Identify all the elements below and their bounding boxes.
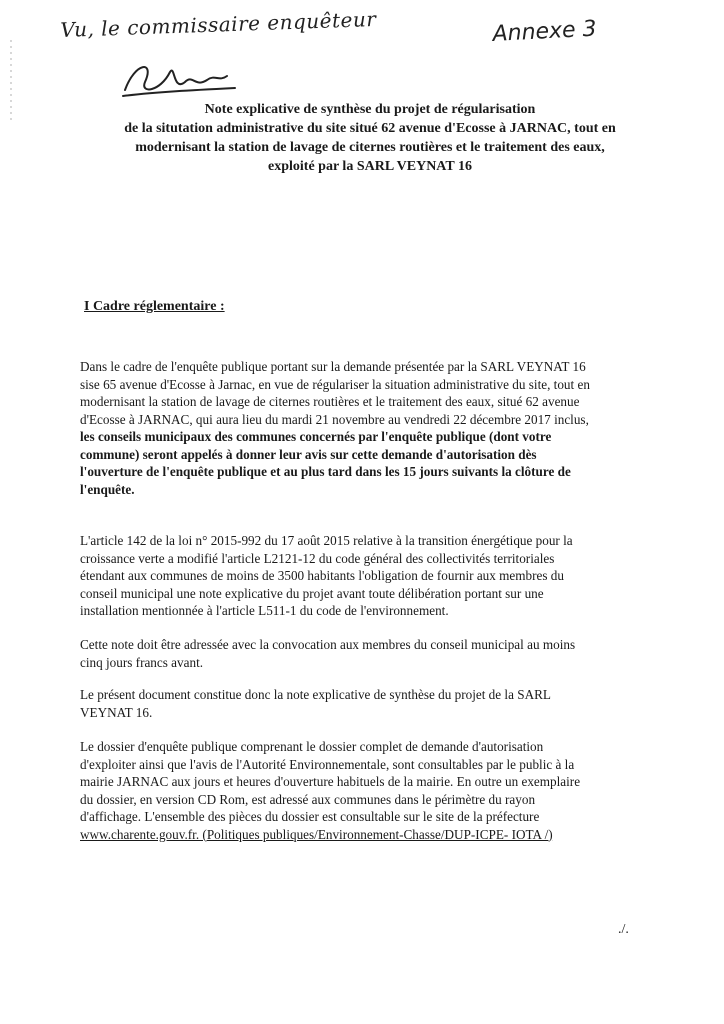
text-line: VEYNAT 16. [80,704,153,720]
text-line: modernisant la station de lavage de citernes routières et le traitement des eaux, situé 62 avenue [80,394,580,409]
signature-mark [115,52,245,102]
text-line: d'affichage. L'ensemble des pièces du dossier est consultable sur le site de la préfecture [80,809,540,824]
continuation-mark: ./. [618,922,629,937]
title-line: de la situtation administrative du site situé 62 avenue d'Ecosse à JARNAC, tout en [124,121,616,136]
text-line: croissance verte a modifié l'article L2121-12 du code général des collectivités territoriales [80,550,555,566]
document-title [80,100,660,176]
title-line: exploité par la SARL VEYNAT 16 [268,159,472,174]
text-line: étendant aux communes de moins de 3500 habitants l'obligation de fournir aux membres du [80,568,564,583]
title-line: modernisant la station de lavage de citernes routières et le traitement des eaux, [135,140,605,155]
text-line-bold: l'ouverture de l'enquête publique et au plus tard dans les 15 jours suivants la clôture de [80,464,571,479]
prefecture-link[interactable]: www.charente.gouv.fr. (Politiques publiques/Environnement-Chasse/DUP-ICPE- IOTA /) [80,826,553,842]
text-line: installation mentionnée à l'article L511-1 du code de l'environnement. [80,603,449,618]
text-line: Le dossier d'enquête publique comprenant le dossier complet de demande d'autorisation [80,739,544,754]
text-line: cinq jours francs avant. [80,654,204,670]
text-line: d'Ecosse à JARNAC, qui aura lieu du mardi 21 novembre au vendredi 22 décembre 2017 inclus, [80,411,589,427]
text-line-bold: commune) seront appelés à donner leur avis sur cette demande d'autorisation dès [80,446,537,462]
text-line: Le présent document constitue donc la note explicative de synthèse du projet de la SARL [80,687,551,702]
paragraph-dossier [80,738,648,843]
text-line-bold: l'enquête. [80,481,135,497]
paragraph-present-document [80,686,648,721]
paragraph-law [80,532,648,620]
annex-label: Annexe 3 [492,16,598,47]
text-line: sise 65 avenue d'Ecosse à Jarnac, en vue de régulariser la situation administrative du site, tout en [80,376,590,392]
paragraph-context [80,358,648,498]
handwritten-note: Vu, le commissaire enquêteur [60,6,377,42]
text-line: du dossier, en version CD Rom, est adressé aux communes dans le périmètre du rayon [80,791,536,807]
title-line: Note explicative de synthèse du projet de régularisation [204,102,536,117]
text-line: Cette note doit être adressée avec la convocation aux membres du conseil municipal au moins [80,637,576,652]
text-line: L'article 142 de la loi n° 2015-992 du 17 août 2015 relative à la transition énergétique pour la [80,533,573,548]
scan-artifact [10,40,12,120]
text-line: conseil municipal une note explicative du projet avant toute délibération portant sur une [80,585,544,601]
text-line: Dans le cadre de l'enquête publique portant sur la demande présentée par la SARL VEYNAT 16 [80,359,586,374]
paragraph-convocation [80,636,648,671]
text-line: mairie JARNAC aux jours et heures d'ouverture habituels de la mairie. En outre un exemplaire [80,774,581,789]
section-heading: I Cadre réglementaire : [84,299,225,314]
text-line: d'exploiter ainsi que l'avis de l'Autorité Environnementale, sont consultables par le public à la [80,756,575,772]
text-line-bold: les conseils municipaux des communes concernés par l'enquête publique (dont votre [80,429,552,444]
